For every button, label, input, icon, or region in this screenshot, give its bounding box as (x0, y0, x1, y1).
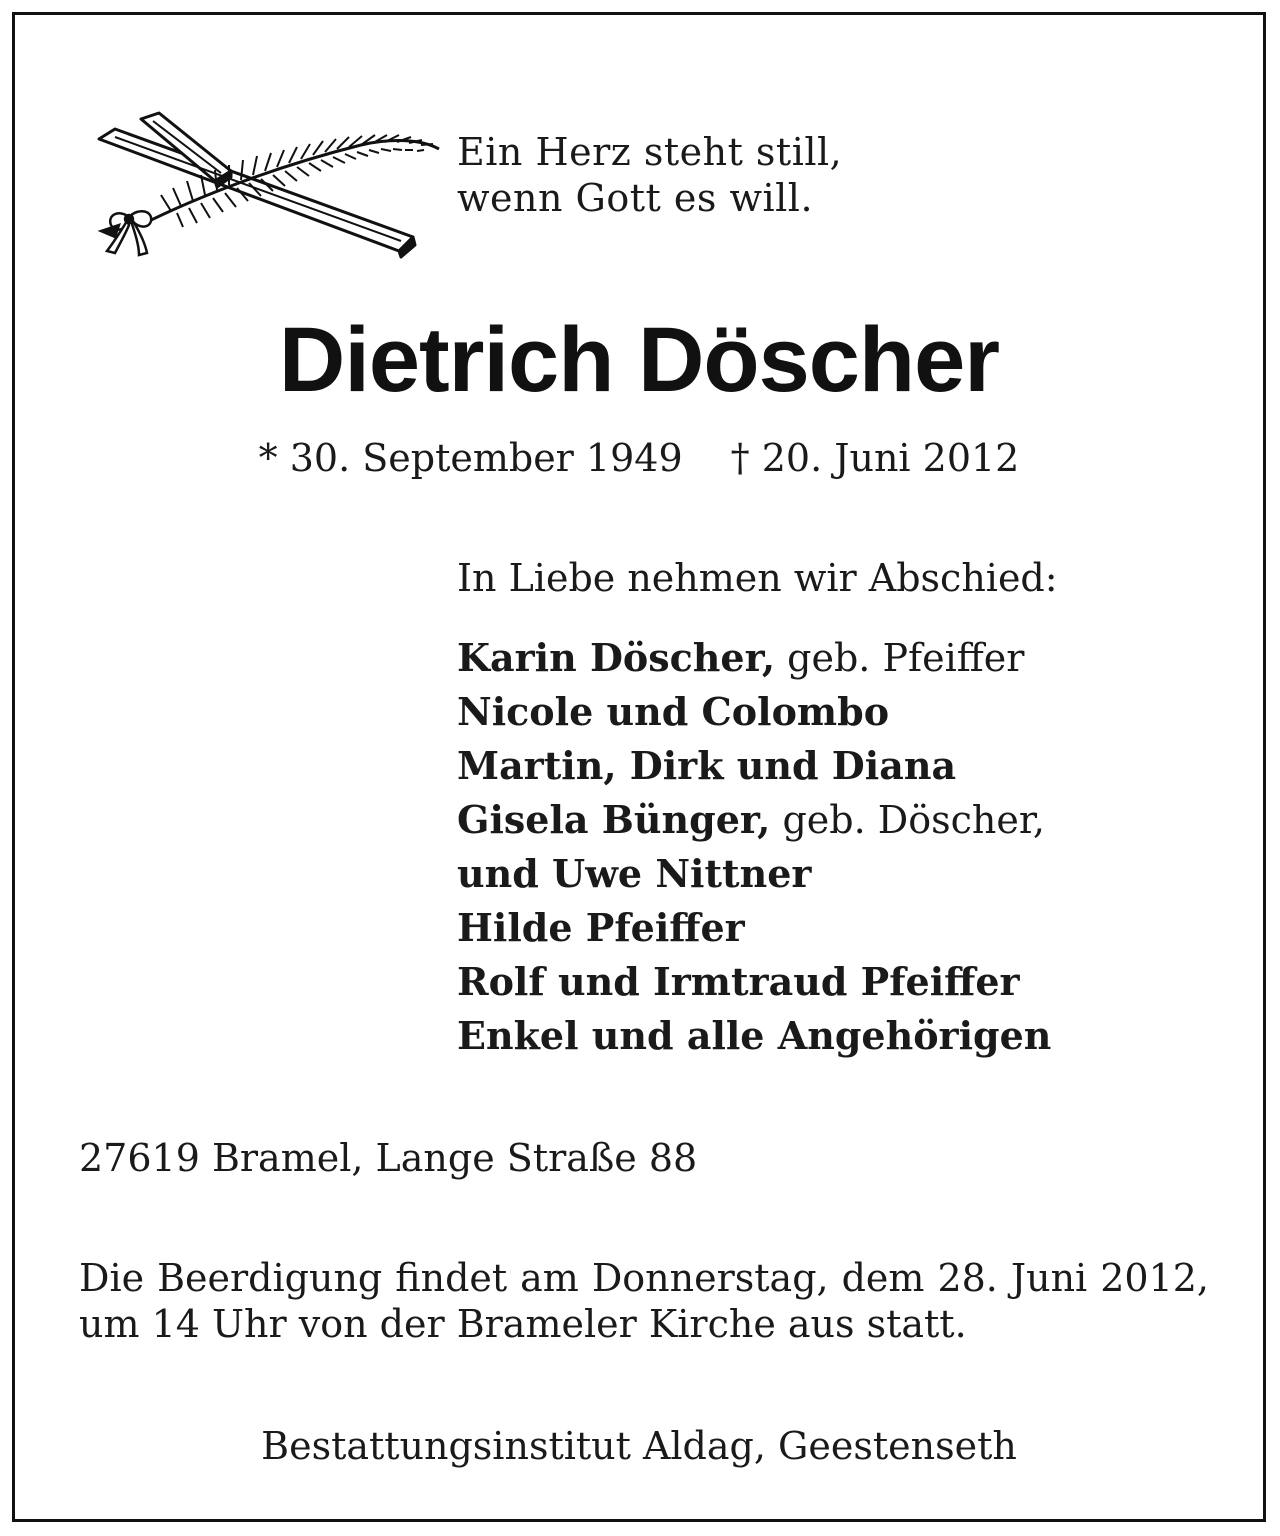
mourner-name: Enkel und alle Angehörigen (457, 1013, 1052, 1058)
obituary-notice (12, 12, 1266, 1522)
mourner-entry (457, 685, 1051, 739)
mourner-entry (457, 739, 1051, 793)
family-address: 27619 Bramel, Lange Straße 88 (79, 1136, 698, 1180)
birth-date: * 30. September 1949 (258, 436, 683, 480)
funeral-details: Die Beerdigung findet am Donnerstag, dem 28. Juni 2012, um 14 Uhr von der Brameler Kirche aus statt. (79, 1256, 1209, 1346)
mourner-entry (457, 793, 1051, 847)
mourner-name: Hilde Pfeiffer (457, 905, 745, 950)
farewell-line: In Liebe nehmen wir Abschied: (457, 556, 1058, 600)
mourner-entry (457, 955, 1051, 1009)
mourner-entry (457, 847, 1051, 901)
mourner-name: und Uwe Nittner (457, 851, 812, 896)
motto-line-2: wenn Gott es will. (457, 176, 814, 220)
mourner-entry (457, 631, 1051, 685)
funeral-home: Bestattungsinstitut Aldag, Geestenseth (261, 1424, 1017, 1468)
deceased-name: Dietrich Döscher (278, 309, 1000, 411)
mourner-name: Gisela Bünger, (457, 797, 771, 842)
cross-with-palm-branch-icon (81, 105, 451, 275)
life-dates (15, 435, 1263, 481)
death-date: † 20. Juni 2012 (730, 436, 1020, 480)
mourner-entry (457, 901, 1051, 955)
mourners-list (457, 631, 1051, 1063)
mourner-name: Martin, Dirk und Diana (457, 743, 957, 788)
mourner-entry (457, 1009, 1051, 1063)
motto (457, 129, 842, 221)
mourner-suffix: geb. Döscher, (770, 798, 1045, 842)
mourner-name: Nicole und Colombo (457, 689, 890, 734)
mourner-name: Karin Döscher, (457, 635, 776, 680)
mourner-suffix: geb. Pfeiffer (775, 636, 1025, 680)
motto-line-1: Ein Herz steht still, (457, 130, 843, 174)
mourner-name: Rolf und Irmtraud Pfeiffer (457, 959, 1020, 1004)
